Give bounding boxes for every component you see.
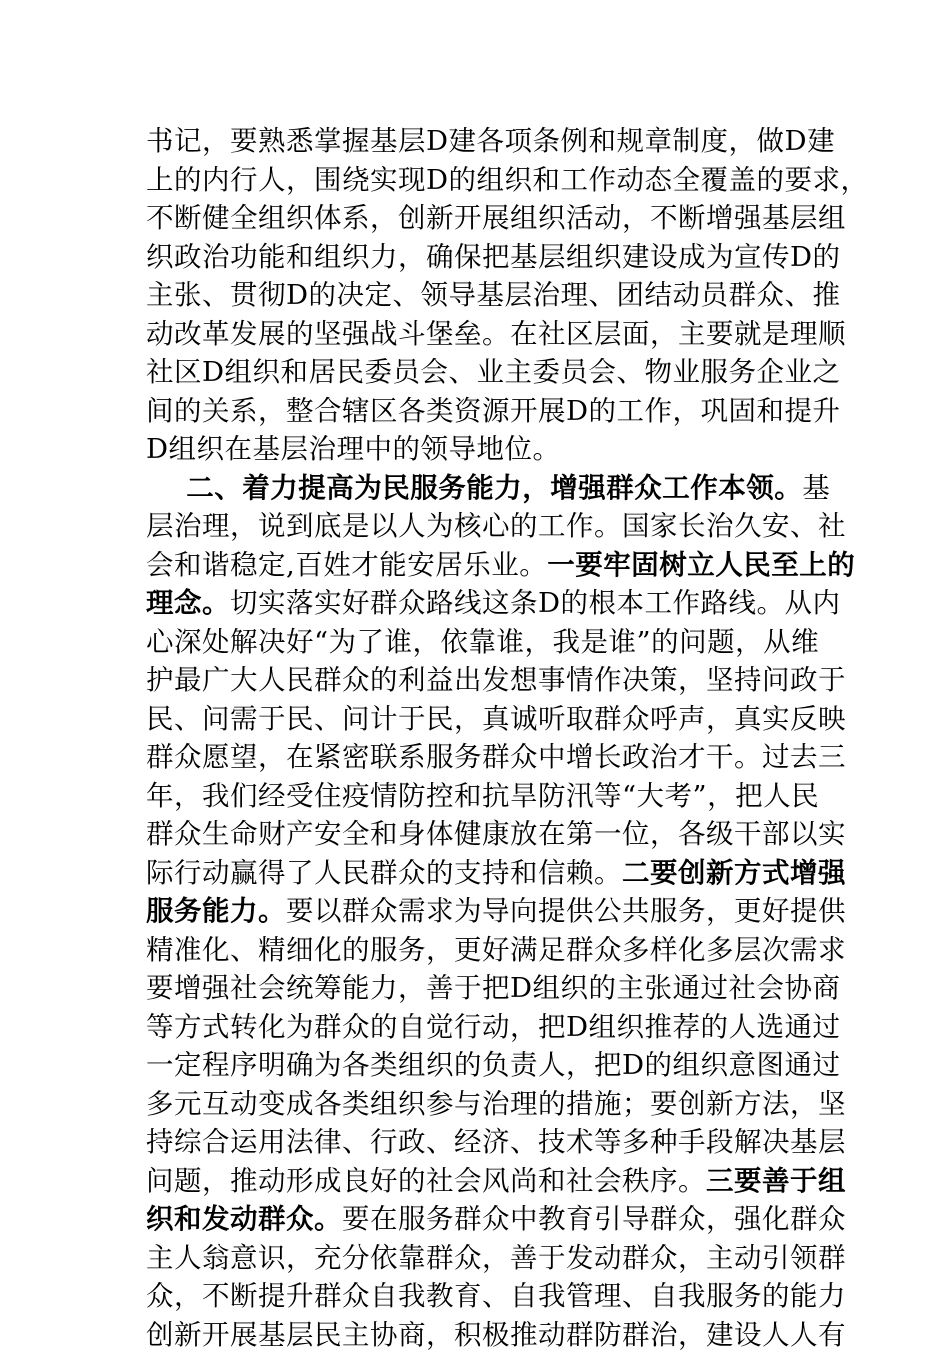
text-segment: 要以群众需求为导向提供公共服务，更好提供: [286, 895, 846, 927]
text-line: [146, 700, 810, 739]
text-segment: 年，我们经受住疫情防控和抗旱防汛等“大考”，把人民: [146, 780, 819, 812]
text-segment: 间的关系，整合辖区各类资源开展D的工作，巩固和提升: [146, 395, 841, 427]
text-line: [146, 353, 810, 392]
text-segment: D组织在基层治理中的领导地位。: [146, 433, 561, 465]
text-line: [146, 276, 810, 315]
text-segment: 基: [802, 472, 830, 504]
text-line: [146, 1162, 810, 1201]
text-segment: 社区D组织和居民委员会、业主委员会、物业服务企业之: [146, 356, 841, 388]
text-line: [146, 892, 810, 931]
text-line: [146, 815, 810, 854]
text-line: [146, 469, 810, 508]
text-line: [146, 315, 810, 354]
text-line: [146, 161, 810, 200]
text-segment: 主张、贯彻D的决定、领导基层治理、团结动员群众、推: [146, 279, 841, 311]
text-line: [146, 738, 810, 777]
bold-text-segment: 一要牢固树立人民至上的: [547, 549, 855, 581]
text-segment: 会和谐稳定,百姓才能安居乐业。: [146, 549, 547, 581]
body-text: [146, 122, 810, 1354]
text-segment: 一定程序明确为各类组织的负责人，把D的组织意图通过: [146, 1049, 841, 1081]
text-line: [146, 1239, 810, 1278]
text-segment: 上的内行人，围绕实现D的组织和工作动态全覆盖的要求，: [146, 164, 869, 196]
text-line: [146, 238, 810, 277]
text-line: [146, 1277, 810, 1316]
text-line: [146, 392, 810, 431]
bold-text-segment: 理念。: [146, 587, 230, 619]
bold-text-segment: 织和发动群众。: [146, 1203, 342, 1235]
text-segment: 等方式转化为群众的自觉行动，把D组织推荐的人选通过: [146, 1011, 841, 1043]
text-segment: 问题，推动形成良好的社会风尚和社会秩序。: [146, 1165, 706, 1197]
text-segment: 切实落实好群众路线这条D的根本工作路线。从内: [230, 587, 841, 619]
text-segment: 书记，要熟悉掌握基层D建各项条例和规章制度，做D建: [146, 125, 835, 157]
text-line: [146, 931, 810, 970]
text-segment: 际行动赢得了人民群众的支持和信赖。: [146, 857, 622, 889]
text-line: [146, 1200, 810, 1239]
text-segment: 层治理，说到底是以人为核心的工作。国家长治久安、社: [146, 510, 846, 542]
text-segment: 心深处解决好“为了谁，依靠谁，我是谁”的问题，从维: [146, 626, 819, 658]
text-segment: 织政治功能和组织力，确保把基层组织建设成为宣传D的: [146, 241, 841, 273]
text-line: [146, 1046, 810, 1085]
bold-text-segment: 服务能力。: [146, 895, 286, 927]
text-segment: 多元互动变成各类组织参与治理的措施；要创新方法，坚: [146, 1088, 846, 1120]
text-segment: 不断健全组织体系，创新开展组织活动，不断增强基层组: [146, 202, 846, 234]
text-line: [146, 1085, 810, 1124]
text-line: [146, 854, 810, 893]
text-line: [146, 584, 810, 623]
text-segment: 主人翁意识，充分依靠群众，善于发动群众，主动引领群: [146, 1242, 846, 1274]
text-line: [146, 623, 810, 662]
text-line: [146, 777, 810, 816]
text-line: [146, 969, 810, 1008]
text-line: [146, 661, 810, 700]
text-segment: 持综合运用法律、行政、经济、技术等多种手段解决基层: [146, 1126, 846, 1158]
bold-text-segment: 二要创新方式增强: [622, 857, 846, 889]
text-segment: 群众生命财产安全和身体健康放在第一位，各级干部以实: [146, 818, 846, 850]
text-line: [146, 1008, 810, 1047]
text-segment: 群众愿望，在紧密联系服务群众中增长政治才干。过去三: [146, 741, 846, 773]
text-segment: 精准化、精细化的服务，更好满足群众多样化多层次需求: [146, 934, 846, 966]
text-segment: 要在服务群众中教育引导群众，强化群众: [342, 1203, 846, 1235]
text-segment: 要增强社会统筹能力，善于把D组织的主张通过社会协商: [146, 972, 841, 1004]
text-segment: 创新开展基层民主协商，积极推动群防群治，建设人人有: [146, 1319, 846, 1351]
text-line: [146, 430, 810, 469]
text-line: [146, 1123, 810, 1162]
text-segment: 民、问需于民、问计于民，真诚听取群众呼声，真实反映: [146, 703, 846, 735]
text-line: [146, 199, 810, 238]
text-line: [146, 546, 810, 585]
text-line: [146, 1316, 810, 1354]
text-segment: 护最广大人民群众的利益出发想事情作决策，坚持问政于: [146, 664, 846, 696]
text-segment: 众，不断提升群众自我教育、自我管理、自我服务的能力: [146, 1280, 846, 1312]
bold-text-segment: 三要善于组: [706, 1165, 846, 1197]
text-line: [146, 507, 810, 546]
text-line: [146, 122, 810, 161]
text-segment: 动改革发展的坚强战斗堡垒。在社区层面，主要就是理顺: [146, 318, 846, 350]
bold-text-segment: 二、着力提高为民服务能力，增强群众工作本领。: [146, 472, 802, 504]
